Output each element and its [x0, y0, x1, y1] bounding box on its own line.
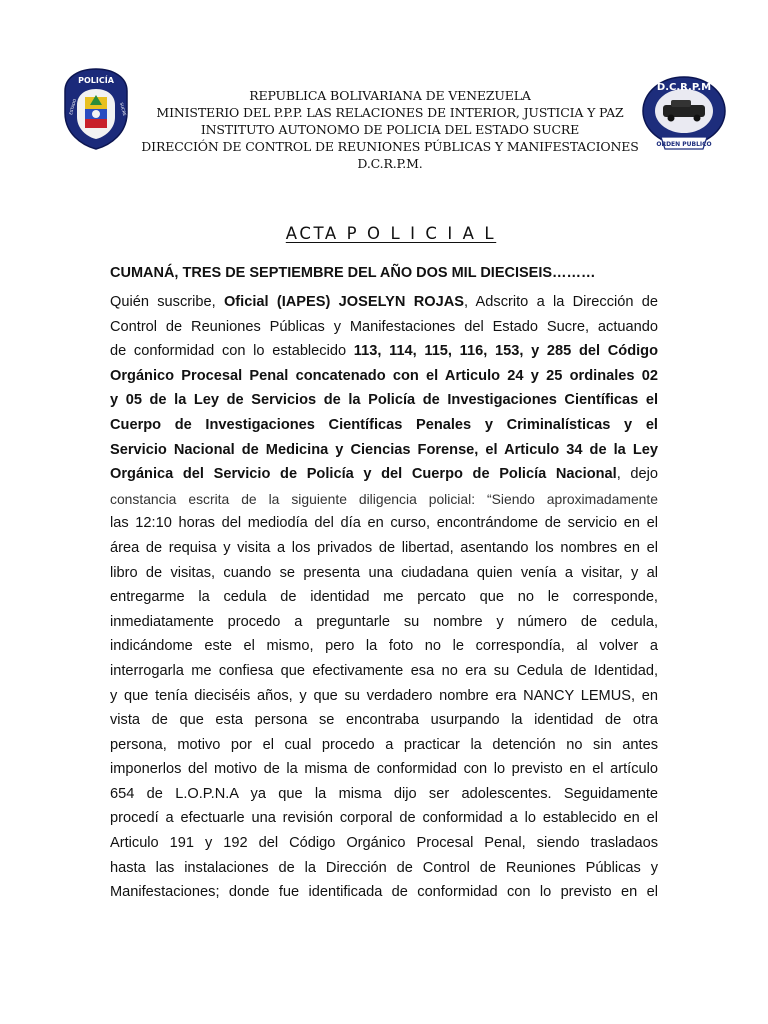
document-title: [0, 224, 768, 243]
body-line: interrogarla me confiesa que efectivamente esa no era su Cedula de Identidad,: [110, 662, 658, 679]
body-line: Manifestaciones; donde fue identificada de conformidad con lo previsto en el: [110, 884, 658, 901]
header-line-country: REPUBLICA BOLIVARIANA DE VENEZUELA: [249, 88, 531, 103]
document-body: [110, 290, 658, 905]
body-line: Control de Reuniones Públicas y Manifestaciones del Estado Sucre, actuando: [110, 318, 658, 335]
body-line: persona, motivo por el cual procedo a practicar la detención no sin antes: [110, 736, 658, 753]
body-line: hasta las instalaciones de la Dirección de Control de Reuniones Públicas y: [110, 859, 658, 876]
date-line: CUMANÁ, TRES DE SEPTIEMBRE DEL AÑO DOS MIL DIECISEIS………: [110, 265, 596, 281]
header-line-institute: INSTITUTO AUTONOMO DE POLICIA DEL ESTADO SUCRE: [200, 122, 580, 137]
body-line: constancia escrita de la siguiente diligencia policial: “Siendo aproximadamente: [110, 490, 658, 507]
body-line: Articulo 191 y 192 del Código Orgánico Procesal Penal, siendo trasladaos: [110, 835, 658, 852]
svg-text:ORDEN PUBLICO: ORDEN PUBLICO: [656, 141, 712, 148]
body-line: de conformidad con lo establecido 113, 114, 115, 116, 153, y 285 del Código: [110, 343, 658, 360]
header-line-ministry: MINISTERIO DEL P.P.P. LAS RELACIONES DE INTERIOR, JUSTICIA Y PAZ: [156, 105, 624, 120]
legal-reference: 113, 114, 115, 116, 153, y 285 del Código: [353, 343, 658, 360]
body-line: procedí a efectuarle una revisión corporal de conformidad a lo establecido en el: [110, 810, 658, 827]
header-line-acronym: D.C.R.P.M.: [357, 156, 423, 171]
body-line: imponerlos del motivo de la misma de conformidad con lo previsto en el artículo: [110, 761, 658, 778]
body-line: vista de que esta persona se encontraba usurpando la identidad de otra: [110, 712, 658, 729]
body-line: y 05 de la Ley de Servicios de la Policía de Investigaciones Científicas el: [110, 392, 658, 409]
svg-text:SUCRE: SUCRE: [119, 101, 128, 117]
body-line: 654 de L.O.P.N.A ya que la misma dijo ser adolescentes. Seguidamente: [110, 785, 658, 802]
header-line-direction: DIRECCIÓN DE CONTROL DE REUNIONES PÚBLICAS Y MANIFESTACIONES: [141, 139, 639, 154]
svg-text:D.C.R.P.M: D.C.R.P.M: [656, 82, 712, 93]
document-title-text: ACTA P O L I C I A L: [285, 224, 497, 243]
svg-text:POLICÍA: POLICÍA: [78, 76, 114, 85]
body-line: Cuerpo de Investigaciones Científicas Penales y Criminalísticas y el: [110, 416, 658, 433]
body-line: Orgánico Procesal Penal concatenado con el Articulo 24 y 25 ordinales 02: [110, 367, 658, 384]
body-line: y que tenía dieciséis años, y que su verdadero nombre era NANCY LEMUS, en: [110, 687, 658, 704]
body-line: área de requisa y visita a los privados de libertad, asentando los nombres en el: [110, 539, 658, 556]
svg-text:ESTADO: ESTADO: [68, 98, 78, 116]
body-line: inmediatamente procedo a preguntarle su nombre y número de cedula,: [110, 613, 658, 630]
body-line: entregarme la cedula de identidad me percato que no le corresponde,: [110, 589, 658, 606]
body-line: Quién suscribe, Oficial (IAPES) JOSELYN ROJAS, Adscrito a la Dirección de: [110, 294, 658, 310]
body-line: Servicio Nacional de Medicina y Ciencias Forense, el Articulo 34 de la Ley: [110, 441, 658, 458]
body-line: indicándome este el mismo, pero la foto no le correspondía, al volver a: [110, 638, 658, 655]
officer-name: Oficial (IAPES) JOSELYN ROJAS: [223, 294, 465, 310]
document-header: [120, 87, 660, 172]
body-line: las 12:10 horas del mediodía del día en curso, encontrándome de servicio en el: [110, 515, 658, 532]
body-line: libro de visitas, cuando se presenta una ciudadana quien venía a visitar, y al: [110, 564, 658, 581]
body-line: Orgánica del Servicio de Policía y del Cuerpo de Policía Nacional, dejo: [110, 466, 658, 483]
